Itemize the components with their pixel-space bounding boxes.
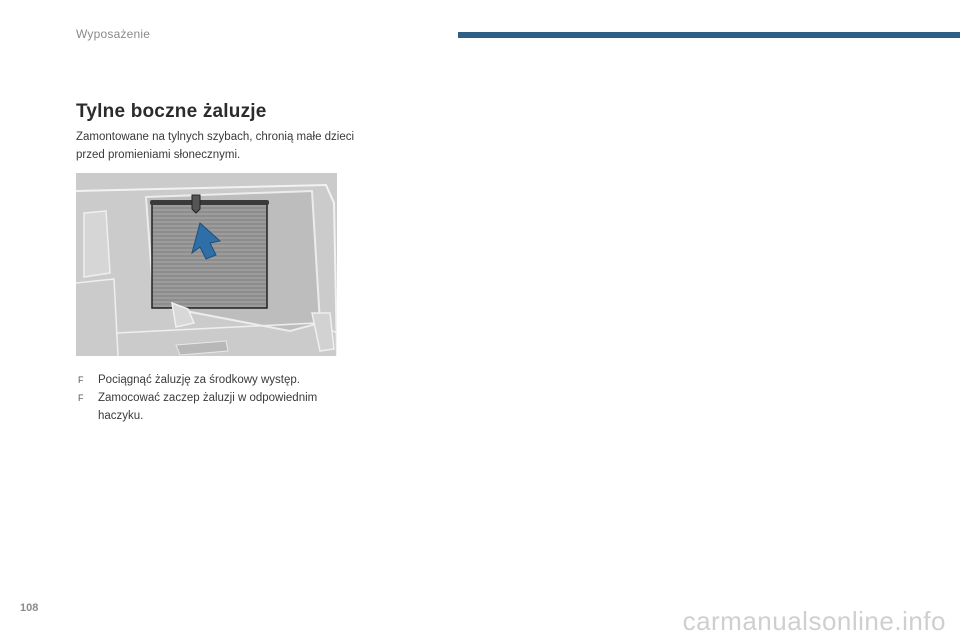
instruction-list <box>76 371 346 425</box>
instruction-text: Zamocować zaczep żaluzji w odpowiednim haczyku. <box>98 392 318 422</box>
intro-text: Zamontowane na tylnych szybach, chronią małe dzieci przed promieniami słonecznymi. <box>76 131 355 161</box>
page-number: 108 <box>20 602 39 614</box>
header-bar <box>458 32 960 38</box>
page-title: Tylne boczne żaluzje <box>76 101 267 122</box>
instruction-step <box>76 371 346 389</box>
sunblind-illustration <box>76 173 337 356</box>
sunblind-roller <box>150 200 269 205</box>
bullet-marker: F <box>78 375 84 385</box>
bullet-marker: F <box>78 393 84 403</box>
instruction-step <box>76 389 346 425</box>
header-section: Wyposażenie <box>76 27 151 41</box>
watermark: carmanualsonline.info <box>682 606 946 636</box>
sunblind-hook <box>192 195 200 213</box>
instruction-text: Pociągnąć żaluzję za środkowy występ. <box>98 374 300 386</box>
seat-headrest <box>84 211 110 277</box>
sunblind-drawing <box>76 173 337 356</box>
